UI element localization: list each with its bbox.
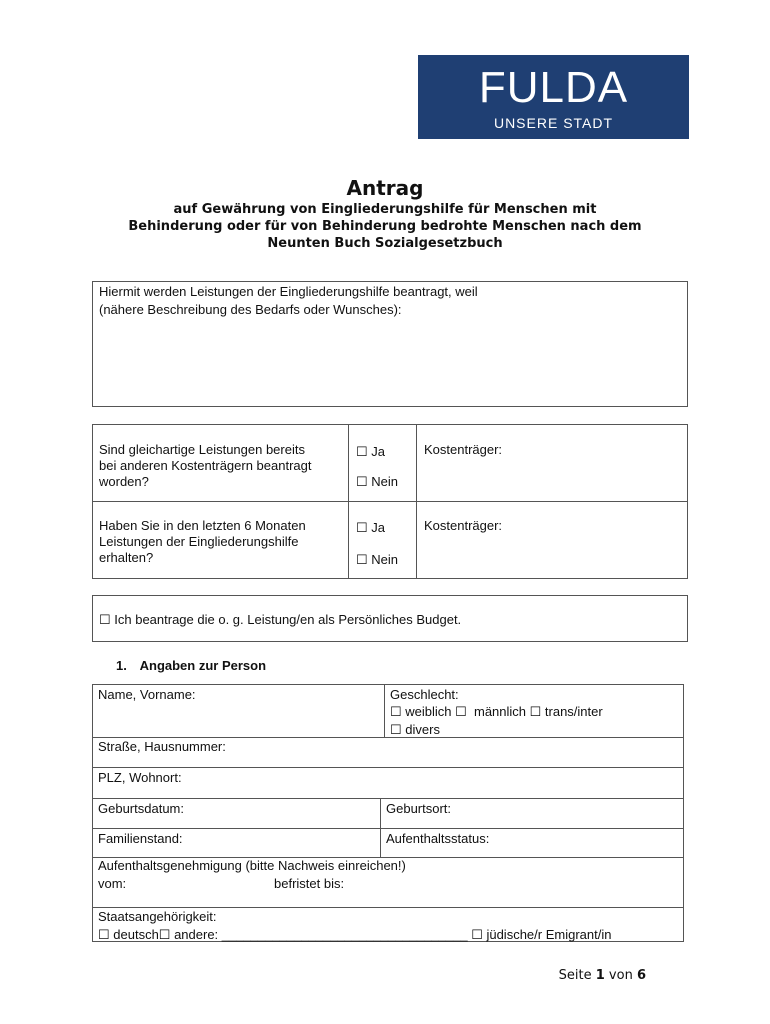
permit-until-field[interactable]: befristet bis:	[274, 876, 345, 891]
question-line: Haben Sie in den letzten 6 Monaten	[99, 518, 306, 533]
page-number	[559, 968, 646, 983]
citizenship-options[interactable]: ☐ deutsch☐ andere: __________________________________ ☐ jüdische/r Emigrant/in	[98, 927, 612, 942]
row-divider	[93, 737, 683, 738]
question-1-yes-checkbox[interactable]: ☐ Ja	[356, 444, 385, 459]
request-box[interactable]	[92, 281, 688, 407]
logo-tagline: UNSERE STADT	[493, 115, 614, 131]
citizenship-label: Staatsangehörigkeit:	[98, 909, 217, 924]
row-divider	[93, 501, 687, 502]
personal-budget-checkbox[interactable]: ☐ Ich beantrage die o. g. Leistung/en als Persönliches Budget.	[99, 612, 462, 627]
residence-status-field[interactable]: Aufenthaltsstatus:	[386, 831, 490, 846]
question-1-text	[99, 442, 344, 490]
question-line: Leistungen der Eingliederungshilfe	[99, 534, 299, 549]
question-line: bei anderen Kostenträgern beantragt	[99, 458, 312, 473]
request-line-2: (nähere Beschreibung des Bedarfs oder Wunsches):	[99, 302, 402, 317]
birthdate-field[interactable]: Geburtsdatum:	[98, 801, 184, 816]
current-page: 1	[595, 968, 605, 983]
row-divider	[93, 798, 683, 799]
name-field[interactable]: Name, Vorname:	[98, 687, 196, 702]
birthplace-field[interactable]: Geburtsort:	[386, 801, 452, 816]
question-1-payer-field[interactable]: Kostenträger:	[424, 442, 503, 457]
page-of: von	[608, 968, 633, 983]
question-line: worden?	[99, 474, 149, 489]
question-line: erhalten?	[99, 550, 154, 565]
fulda-logo	[418, 55, 689, 139]
permit-label: Aufenthaltsgenehmigung (bitte Nachweis einreichen!)	[98, 858, 406, 873]
gender-label: Geschlecht:	[390, 687, 459, 702]
street-field[interactable]: Straße, Hausnummer:	[98, 739, 226, 754]
logo-name: FULDA	[478, 63, 629, 112]
column-divider	[380, 798, 381, 857]
question-line: Sind gleichartige Leistungen bereits	[99, 442, 305, 457]
row-divider	[93, 907, 683, 908]
questions-table	[92, 424, 688, 579]
gender-options[interactable]: ☐ weiblich ☐ männlich ☐ trans/inter	[390, 704, 603, 719]
row-divider	[93, 828, 683, 829]
section-1-heading	[116, 658, 266, 673]
page-subtitle	[90, 201, 680, 252]
permit-from-field[interactable]: vom:	[98, 876, 127, 891]
gender-diverse-checkbox[interactable]: ☐ divers	[390, 722, 440, 737]
subtitle-line: Neunten Buch Sozialgesetzbuch	[267, 236, 503, 251]
question-2-yes-checkbox[interactable]: ☐ Ja	[356, 520, 385, 535]
subtitle-line: auf Gewährung von Eingliederungshilfe für Menschen mit	[173, 202, 597, 217]
column-divider	[384, 685, 385, 737]
city-field[interactable]: PLZ, Wohnort:	[98, 770, 182, 785]
subtitle-line: Behinderung oder für von Behinderung bedrohte Menschen nach dem	[128, 219, 642, 234]
page-title: Antrag	[346, 176, 424, 200]
question-2-no-checkbox[interactable]: ☐ Nein	[356, 552, 399, 567]
marital-status-field[interactable]: Familienstand:	[98, 831, 183, 846]
question-1-no-checkbox[interactable]: ☐ Nein	[356, 474, 399, 489]
row-divider	[93, 767, 683, 768]
request-line-1: Hiermit werden Leistungen der Eingliederungshilfe beantragt, weil	[99, 284, 478, 299]
total-pages: 6	[636, 968, 646, 983]
person-table	[92, 684, 684, 942]
page-prefix: Seite	[558, 968, 592, 983]
question-2-text	[99, 518, 344, 566]
section-title: Angaben zur Person	[139, 658, 267, 673]
question-2-payer-field[interactable]: Kostenträger:	[424, 518, 503, 533]
section-number: 1.	[116, 658, 127, 673]
personal-budget-box	[92, 595, 688, 642]
